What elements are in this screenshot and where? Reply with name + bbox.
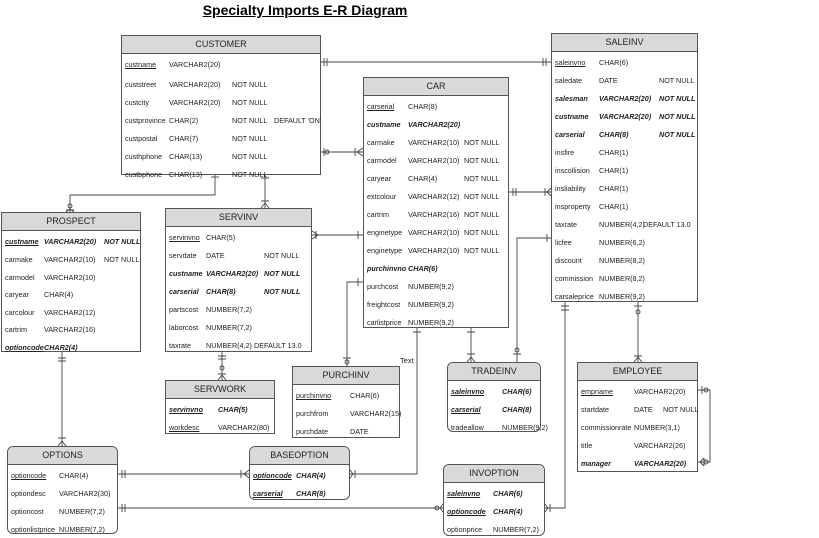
attribute-name: tradeallow [451, 423, 484, 432]
attribute-row [448, 420, 548, 436]
entity-title: PURCHINV [293, 367, 399, 385]
attribute-type: NUMBER(7,2) [59, 507, 105, 516]
attribute-type: CHAR(6) [408, 264, 438, 273]
attribute-row [552, 73, 697, 89]
attribute-row [8, 522, 117, 538]
attribute-row [166, 248, 311, 264]
attribute-name: insproperty [555, 202, 591, 211]
entity-baseoption[interactable] [249, 446, 350, 500]
entity-title: SALEINV [552, 34, 697, 52]
attribute-constraint: NOT NULL [659, 94, 696, 103]
attribute-constraint: NOT NULL [464, 174, 500, 183]
attribute-name: cartrim [367, 210, 389, 219]
attribute-type: CHAR(5) [218, 405, 248, 414]
attribute-type: VARCHAR2(10) [44, 272, 96, 282]
entity-customer[interactable] [121, 35, 322, 179]
attribute-type: CHAR(2) [169, 116, 199, 125]
entity-title: TRADEINV [448, 363, 540, 381]
attribute-row [122, 167, 320, 183]
attribute-row [448, 402, 540, 418]
attribute-name: startdate [581, 405, 609, 414]
attribute-name: custname [125, 60, 157, 69]
attribute-type: CHAR2(4) [44, 342, 78, 352]
edge-label-text: Text [400, 356, 414, 365]
attribute-name: inscollision [555, 166, 590, 175]
attribute-row [122, 57, 320, 73]
attribute-name: carserial [451, 405, 481, 414]
attribute-name: carserial [367, 102, 395, 111]
entity-servwork[interactable] [165, 380, 275, 434]
attribute-name: optionlistprice [11, 525, 55, 534]
attribute-type: CHAR(4) [44, 290, 74, 299]
attribute-type: CHAR(13) [169, 170, 203, 179]
attribute-type: VARCHAR2(16) [44, 325, 96, 334]
attribute-row [552, 289, 697, 305]
attribute-type: NUMBER(8,2) [599, 256, 645, 265]
entity-invoption[interactable] [443, 464, 545, 536]
attribute-type: CHAR(5) [206, 233, 236, 242]
attribute-name: caryear [367, 174, 391, 183]
attribute-type: VARCHAR2(20) [44, 237, 97, 246]
attribute-type: CHAR(1) [599, 202, 629, 211]
edge-car-purchinv [347, 282, 363, 366]
attribute-name: taxrate [555, 220, 577, 229]
entity-title: BASEOPTION [250, 447, 349, 465]
attribute-row [364, 297, 508, 313]
attribute-type: CHAR(8) [502, 405, 532, 414]
attribute-constraint: NOT NULL [659, 76, 695, 85]
attribute-name: optionprice [447, 525, 483, 534]
attribute-type: VARCHAR2(20) [599, 112, 652, 121]
attribute-type: VARCHAR2(20) [206, 269, 259, 278]
attribute-name: licfee [555, 238, 572, 247]
attribute-constraint: NOT NULL [264, 269, 301, 278]
attribute-constraint: DEFAULT 13.0 [254, 341, 302, 350]
attribute-constraint: NOT NULL [464, 228, 500, 237]
attribute-type: CHAR(7) [169, 134, 199, 143]
attribute-row [552, 145, 697, 161]
attribute-type: NUMBER(9,2) [408, 300, 454, 309]
entity-car[interactable] [363, 77, 509, 328]
attribute-type: NUMBER(6,2) [599, 238, 645, 247]
attribute-row [364, 99, 508, 115]
attribute-row [122, 95, 320, 111]
entity-title: CAR [364, 78, 508, 96]
attribute-constraint: NOT NULL [232, 170, 268, 179]
attribute-name: carsaleprice [555, 292, 594, 301]
attribute-type: DATE [634, 405, 653, 414]
attribute-type: NUMBER(9,2) [408, 282, 454, 291]
entity-title: SERVINV [166, 209, 311, 227]
attribute-row [578, 402, 697, 418]
attribute-name: partscost [169, 305, 199, 314]
diagram-title: Specialty Imports E-R Diagram [202, 2, 408, 18]
attribute-name: commission [555, 274, 593, 283]
attribute-row [552, 253, 697, 269]
attribute-type: DATE [206, 251, 225, 260]
attribute-row [444, 522, 544, 538]
attribute-constraint: NOT NULL [264, 251, 300, 260]
entity-title: OPTIONS [8, 447, 117, 465]
attribute-type: VARCHAR2(10) [408, 138, 460, 147]
attribute-name: servinvno [169, 233, 200, 242]
attribute-type: VARCHAR2(30) [59, 489, 111, 498]
attribute-name: carmake [5, 255, 33, 264]
attribute-name: optioncode [11, 471, 47, 480]
attribute-row [166, 402, 274, 418]
attribute-row [364, 153, 508, 169]
attribute-row [166, 338, 311, 354]
edge-saleinv-invoption [545, 302, 565, 508]
attribute-name: empname [581, 387, 613, 396]
attribute-type: CHAR(4) [296, 471, 326, 480]
attribute-type: VARCHAR2(20) [599, 94, 652, 103]
attribute-type: VARCHAR2(10) [408, 246, 460, 255]
attribute-row [2, 322, 140, 338]
attribute-type: VARCHAR2(20) [634, 459, 687, 468]
attribute-type: NUMBER(7,2) [493, 525, 539, 534]
edge-employee-manager [698, 390, 710, 462]
attribute-row [552, 127, 697, 143]
attribute-row [122, 77, 320, 93]
attribute-constraint: NOT NULL [104, 255, 140, 264]
attribute-row [293, 406, 402, 422]
entity-title: PROSPECT [2, 213, 140, 231]
attribute-type: NUMBER(4,2) [599, 220, 645, 229]
attribute-name: enginetype [367, 228, 403, 237]
attribute-row [552, 217, 697, 233]
attribute-type: VARCHAR2(12) [44, 307, 96, 317]
attribute-constraint: NOT NULL [659, 130, 696, 139]
attribute-type: VARCHAR2(20) [169, 80, 221, 89]
attribute-name: custname [555, 112, 589, 121]
attribute-row [364, 207, 508, 223]
attribute-constraint: NOT NULL [232, 80, 268, 89]
attribute-type: CHAR(4) [408, 174, 438, 183]
attribute-name: custname [169, 269, 203, 278]
attribute-type: CHAR(1) [599, 148, 629, 157]
attribute-name: carmodel [5, 272, 35, 282]
entity-prospect[interactable] [1, 212, 141, 352]
attribute-constraint: DEFAULT 13.0 [643, 220, 691, 229]
attribute-row [166, 420, 274, 436]
attribute-type: CHAR(8) [599, 130, 629, 139]
attribute-type: DATE [599, 76, 618, 85]
attribute-name: carserial [253, 489, 283, 498]
attribute-row [448, 384, 540, 400]
entity-purchinv[interactable] [292, 366, 400, 438]
attribute-row [2, 340, 140, 356]
entity-title: SERVWORK [166, 381, 274, 399]
attribute-type: VARCHAR2(10) [44, 255, 96, 264]
attribute-row [2, 305, 140, 321]
entity-saleinv[interactable] [551, 33, 698, 302]
attribute-row [2, 287, 140, 303]
attribute-type: VARCHAR2(80) [218, 423, 270, 432]
attribute-row [444, 486, 544, 502]
attribute-name: custprovince [125, 116, 166, 125]
attribute-type: CHAR(13) [169, 152, 203, 161]
attribute-type: NUMBER(4,2) [206, 341, 252, 350]
attribute-name: carlistprice [367, 318, 402, 327]
attribute-row [552, 109, 697, 125]
attribute-constraint: NOT NULL [659, 112, 696, 121]
attribute-constraint: NOT NULL [464, 192, 500, 201]
attribute-name: purchinvno [367, 264, 407, 273]
attribute-name: carserial [169, 287, 199, 296]
attribute-name: optioncode [5, 342, 44, 352]
attribute-row [444, 504, 544, 520]
attribute-row [166, 266, 311, 282]
attribute-name: insfire [555, 148, 575, 157]
attribute-row [293, 424, 399, 440]
attribute-constraint: NOT NULL [232, 152, 268, 161]
attribute-type: NUMBER(8,2) [599, 274, 645, 283]
attribute-type: NUMBER(7,2) [59, 525, 105, 534]
attribute-row [578, 438, 697, 454]
attribute-name: custcity [125, 98, 149, 107]
attribute-name: saleinvno [451, 387, 485, 396]
attribute-row [293, 388, 399, 404]
attribute-name: salesman [555, 94, 588, 103]
attribute-name: optioncode [253, 471, 292, 480]
attribute-constraint: NOT NULL [232, 116, 268, 125]
attribute-type: VARCHAR2(10) [408, 156, 460, 165]
attribute-name: custstreet [125, 80, 157, 89]
attribute-type: NUMBER(9,2) [408, 318, 454, 327]
attribute-name: custbphone [125, 170, 163, 179]
attribute-type: NUMBER(7,2) [206, 323, 252, 332]
attribute-type: CHAR(1) [599, 184, 629, 193]
attribute-row [552, 235, 697, 251]
attribute-constraint: NOT NULL [104, 237, 141, 246]
attribute-type: NUMBER(9,2) [599, 292, 645, 301]
attribute-type: CHAR(8) [296, 489, 326, 498]
attribute-constraint: NOT NULL [464, 246, 500, 255]
attribute-type: NUMBER(7,2) [206, 305, 252, 314]
attribute-row [578, 420, 697, 436]
attribute-type: VARCHAR2(20) [169, 98, 221, 107]
attribute-row [364, 117, 508, 133]
attribute-row [2, 270, 140, 286]
attribute-name: saleinvno [447, 489, 481, 498]
attribute-row [364, 171, 508, 187]
attribute-row [364, 189, 508, 205]
attribute-type: CHAR(6) [493, 489, 523, 498]
attribute-row [364, 315, 508, 331]
attribute-default: DEFAULT 'ON' [274, 116, 322, 125]
attribute-name: insliability [555, 184, 586, 193]
attribute-name: commissionrate [581, 423, 632, 432]
attribute-row [364, 225, 508, 241]
attribute-row [8, 468, 117, 484]
attribute-row [122, 131, 320, 147]
attribute-row [166, 230, 311, 246]
attribute-constraint: NOT NULL [464, 138, 500, 147]
attribute-name: laborcost [169, 323, 199, 332]
attribute-name: carcolour [5, 307, 35, 317]
attribute-row [8, 504, 117, 520]
attribute-name: saleinvno [555, 58, 586, 67]
attribute-row [250, 468, 349, 484]
attribute-row [2, 234, 140, 250]
attribute-type: VARCHAR2(15) [350, 409, 402, 418]
attribute-name: custpostal [125, 134, 158, 143]
entity-employee[interactable] [577, 362, 698, 472]
attribute-name: enginetype [367, 246, 403, 255]
attribute-constraint: NOT NULL [464, 210, 500, 219]
attribute-row [364, 261, 508, 277]
attribute-name: custname [5, 237, 39, 246]
attribute-name: purchcost [367, 282, 399, 291]
attribute-row [2, 252, 140, 268]
attribute-type: CHAR(1) [599, 166, 629, 175]
attribute-type: NUMBER(9,2) [502, 423, 548, 432]
attribute-row [364, 279, 508, 295]
attribute-row [552, 199, 697, 215]
attribute-name: title [581, 441, 593, 450]
attribute-type: CHAR(6) [502, 387, 532, 396]
attribute-row [166, 302, 311, 318]
attribute-type: VARCHAR2(12) [408, 192, 460, 201]
attribute-name: servinvno [169, 405, 203, 414]
attribute-row [364, 135, 508, 151]
attribute-row [8, 486, 117, 502]
attribute-row [578, 456, 697, 472]
attribute-row [250, 486, 349, 502]
attribute-type: VARCHAR2(20) [169, 60, 221, 69]
attribute-row [552, 55, 697, 71]
attribute-row [122, 113, 320, 129]
entity-title: INVOPTION [444, 465, 544, 483]
attribute-type: CHAR(8) [408, 102, 438, 111]
attribute-type: CHAR(6) [350, 391, 380, 400]
attribute-type: CHAR(8) [206, 287, 236, 296]
attribute-name: caryear [5, 290, 29, 299]
attribute-type: CHAR(6) [599, 58, 629, 67]
attribute-type: CHAR(4) [59, 471, 89, 480]
attribute-row [552, 163, 697, 179]
attribute-name: optioncost [11, 507, 44, 516]
attribute-name: custname [367, 120, 401, 129]
attribute-name: freightcost [367, 300, 401, 309]
attribute-type: VARCHAR2(10) [408, 228, 460, 237]
attribute-type: VARCHAR2(26) [634, 441, 686, 450]
attribute-type: DATE [350, 427, 369, 436]
attribute-row [552, 91, 697, 107]
attribute-constraint: NOT NULL [264, 287, 301, 296]
attribute-name: saledate [555, 76, 583, 85]
attribute-row [552, 271, 697, 287]
attribute-name: workdesc [169, 423, 200, 432]
attribute-name: purchinvno [296, 391, 332, 400]
entity-title: CUSTOMER [122, 36, 320, 54]
edge-saleinv-tradeinv [517, 238, 551, 362]
attribute-name: purchdate [296, 427, 328, 436]
entity-options[interactable] [7, 446, 118, 534]
attribute-row [166, 320, 311, 336]
entity-title: EMPLOYEE [578, 363, 697, 381]
attribute-name: purchfrom [296, 409, 329, 418]
attribute-type: VARCHAR2(20) [634, 387, 686, 396]
attribute-name: extcolour [367, 192, 397, 201]
attribute-type: VARCHAR2(20) [408, 120, 461, 129]
attribute-constraint: NOT NULL [464, 156, 500, 165]
attribute-name: custhphone [125, 152, 163, 161]
attribute-type: CHAR(4) [493, 507, 523, 516]
entity-tradeinv[interactable] [447, 362, 548, 432]
attribute-row [578, 384, 697, 400]
attribute-row [364, 243, 508, 259]
attribute-constraint: NOT NULL [232, 98, 268, 107]
attribute-constraint: NOT NULL [232, 134, 268, 143]
attribute-row [166, 284, 311, 300]
attribute-name: optioncode [447, 507, 486, 516]
attribute-name: carmodel [367, 156, 397, 165]
attribute-name: servdate [169, 251, 197, 260]
attribute-row [552, 181, 697, 197]
attribute-type: NUMBER(3,1) [634, 423, 680, 432]
attribute-name: carmake [367, 138, 395, 147]
attribute-name: manager [581, 459, 611, 468]
entity-servinv[interactable] [165, 208, 312, 352]
attribute-name: cartrim [5, 325, 27, 334]
attribute-name: discount [555, 256, 582, 265]
attribute-name: taxrate [169, 341, 191, 350]
attribute-row [122, 149, 320, 165]
attribute-name: optiondesc [11, 489, 46, 498]
attribute-name: carserial [555, 130, 585, 139]
attribute-type: VARCHAR2(16) [408, 210, 460, 219]
attribute-constraint: NOT NULL [663, 405, 699, 414]
